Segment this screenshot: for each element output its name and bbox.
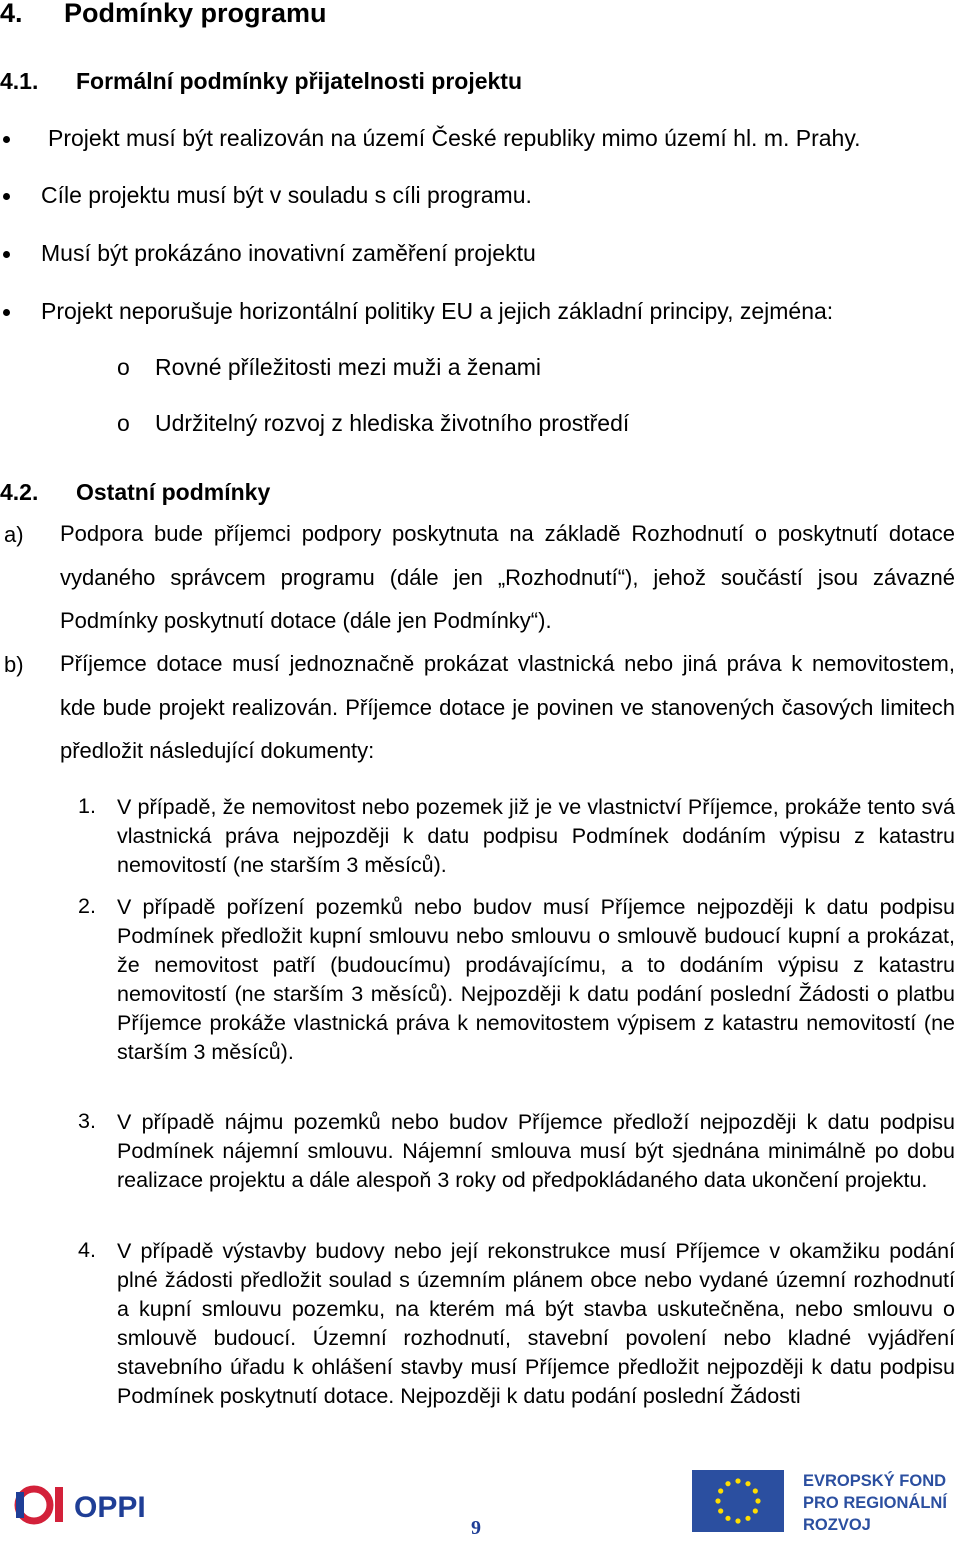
- page-number: 9: [471, 1517, 481, 1539]
- numbered-marker: 2.: [78, 894, 96, 918]
- eu-star: [753, 1488, 758, 1493]
- chapter-heading: [0, 0, 327, 29]
- eu-star: [725, 1516, 730, 1521]
- section-heading-4-2: [0, 479, 270, 506]
- bullet-text: Musí být prokázáno inovativní zaměření projektu: [41, 240, 536, 266]
- paragraph-marker: b): [4, 652, 24, 677]
- eu-star: [735, 1478, 740, 1483]
- numbered-text: V případě, že nemovitost nebo pozemek již je ve vlastnictví Příjemce, prokáže tento svá vlastnická práva nejpozději k datu podpisu Podmínek dodáním výpisu z katastru nemovitostí (ne starším 3 měsíců).: [117, 795, 955, 877]
- bullet-dot-icon: [3, 251, 10, 258]
- oppi-logo-text: OPPI: [74, 1491, 146, 1524]
- oppi-logo: [8, 1482, 168, 1528]
- section-heading-4-1: [0, 68, 522, 95]
- sub-bullet-text: Udržitelný rozvoj z hlediska životního prostředí: [155, 410, 630, 436]
- numbered-marker: 3.: [78, 1109, 96, 1133]
- numbered-text: V případě výstavby budovy nebo její rekonstrukce musí Příjemce v okamžiku podání plné žádosti předložit soulad s územním plánem obce nebo vydané územní rozhodnutí a kupní smlouvu pozemku, na kterém má být stavba uskutečněna, nebo smlouvu o smlouvě budoucí. Územní rozhodnutí, stavební povolení nebo kladné vyjádření stavebního úřadu k ohlášení stavby musí Příjemce předložit nejpozději k datu podpisu Podmínek poskytnutí dotace. Nejpozději k datu podání poslední Žádosti: [117, 1239, 955, 1408]
- eu-fund-line: EVROPSKÝ FOND: [803, 1472, 947, 1490]
- bullet-text: Projekt neporušuje horizontální politiky EU a jejich základní principy, zejména:: [41, 298, 834, 324]
- numbered-text: V případě pořízení pozemků nebo budov musí Příjemce nejpozději k datu podpisu Podmínek předložit kupní smlouvu nebo smlouvu o smlouvě budoucí kupní a prokázat, že nemovitost patří (budoucímu) prodávajícímu, a to dodáním výpisu z katastru nemovitostí (ne starším 3 měsíců). Nejpozději k datu podání poslední Žádosti o platbu Příjemce prokáže vlastnická práva k nemovitostem výpisem z katastru nemovitostí (ne starším 3 měsíců).: [117, 895, 955, 1064]
- eu-star: [718, 1488, 723, 1493]
- bullet-text: Cíle projektu musí být v souladu s cíli programu.: [41, 182, 532, 208]
- eu-star: [745, 1481, 750, 1486]
- bullet-text: Projekt musí být realizován na území České republiky mimo území hl. m. Prahy.: [48, 125, 861, 151]
- eu-star: [735, 1518, 740, 1523]
- eu-star: [718, 1508, 723, 1513]
- bullet-dot-icon: [3, 136, 10, 143]
- eu-star: [755, 1498, 760, 1503]
- eu-star: [753, 1508, 758, 1513]
- bullet-dot-icon: [3, 193, 10, 200]
- paragraph-marker: a): [4, 522, 24, 547]
- numbered-marker: 4.: [78, 1238, 96, 1262]
- sub-bullet-marker: o: [117, 354, 130, 380]
- eu-star: [715, 1498, 720, 1503]
- oppi-logo-icon: [8, 1482, 168, 1528]
- eu-fund-line: ROZVOJ: [803, 1516, 871, 1534]
- bullet-dot-icon: [3, 309, 10, 316]
- eu-star: [745, 1516, 750, 1521]
- paragraph-text: Příjemce dotace musí jednoznačně prokázat vlastnická nebo jiná práva k nemovitostem, kde bude projekt realizován. Příjemce dotace je povinen ve stanovených časových limitech předložit následující dokumenty:: [60, 651, 955, 763]
- sub-bullet-marker: o: [117, 410, 130, 436]
- section-number: 4.1.: [0, 68, 39, 94]
- section-number: 4.2.: [0, 479, 39, 505]
- numbered-text: V případě nájmu pozemků nebo budov Příjemce předloží nejpozději k datu podpisu Podmínek nájemní smlouvu. Nájemní smlouva musí být sjednána minimálně po dobu realizace projektu a dále alespoň 3 roky od předpokládaného data ukončení projektu.: [117, 1110, 955, 1192]
- eu-flag-icon: [692, 1470, 784, 1532]
- numbered-marker: 1.: [78, 794, 96, 818]
- eu-fund-label: [803, 1470, 960, 1536]
- sub-bullet-text: Rovné příležitosti mezi muži a ženami: [155, 354, 542, 380]
- chapter-title: Podmínky programu: [64, 0, 327, 28]
- eu-fund-line: PRO REGIONÁLNÍ: [803, 1494, 947, 1512]
- paragraph-text: Podpora bude příjemci podpory poskytnuta na základě Rozhodnutí o poskytnutí dotace vydaného správcem programu (dále jen „Rozhodnutí“), jehož součástí jsou závazné Podmínky poskytnutí dotace (dále jen Podmínky“).: [60, 521, 955, 633]
- chapter-number: 4.: [0, 0, 23, 28]
- eu-star: [725, 1481, 730, 1486]
- section-title: Formální podmínky přijatelnosti projektu: [76, 68, 522, 94]
- section-title: Ostatní podmínky: [76, 479, 271, 505]
